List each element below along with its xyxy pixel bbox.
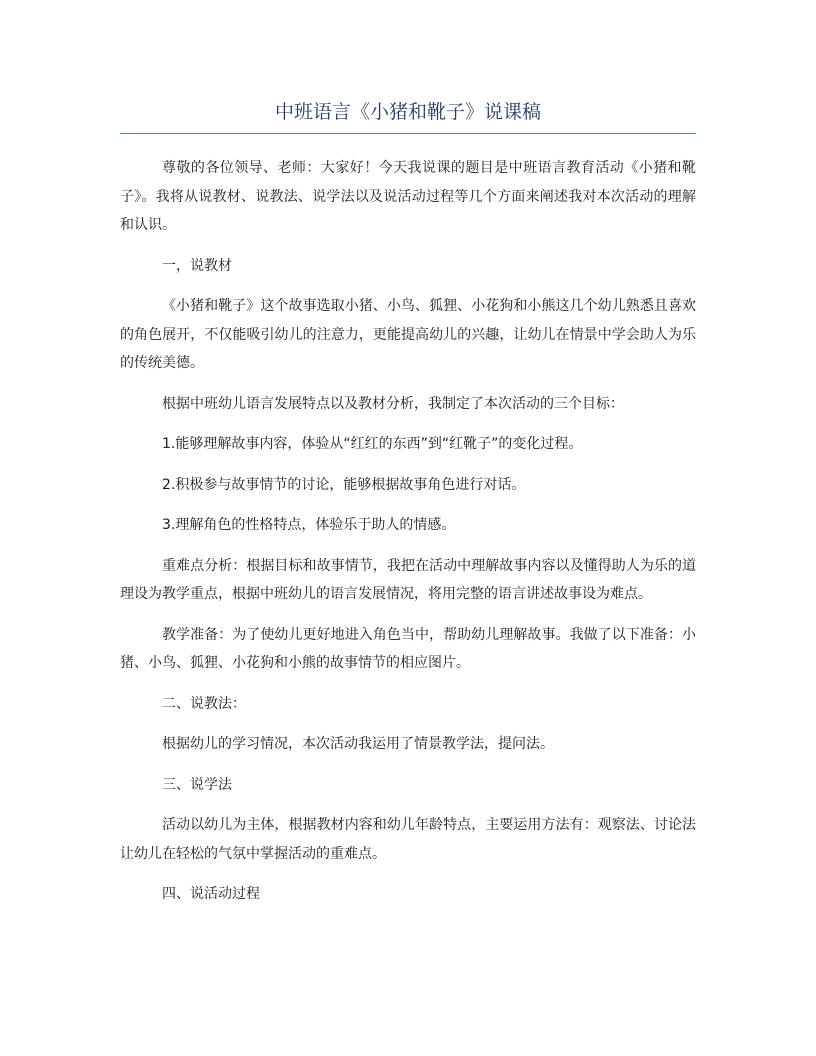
paragraph-preparation: 教学准备：为了使幼儿更好地进入角色当中，帮助幼儿理解故事。我做了以下准备：小猪、小鸟、狐狸、小花狗和小熊的故事情节的相应图片。 <box>120 626 696 671</box>
goal-item-2: 2.积极参与故事情节的讨论，能够根据故事角色进行对话。 <box>162 476 526 493</box>
paragraph-textbook: 《小猪和靴子》这个故事选取小猪、小鸟、狐狸、小花狗和小熊这几个幼儿熟悉且喜欢的角色展开，不仅能吸引幼儿的注意力，更能提高幼儿的兴趣，让幼儿在情景中学会助人为乐的传统美德。 <box>120 298 696 371</box>
paragraph-teaching-method: 根据幼儿的学习情况，本次活动我运用了情景教学法，提问法。 <box>162 736 554 752</box>
goal-item-1: 1.能够理解故事内容，体验从“红红的东西”到“红靴子”的变化过程。 <box>162 436 583 452</box>
paragraph-greeting: 尊敬的各位领导、老师：大家好！今天我说课的题目是中班语言教育活动《小猪和靴子》。我将从说教材、说教法、说学法以及说活动过程等几个方面来阐述我对本次活动的理解和认识。 <box>120 160 696 233</box>
document-title: 中班语言《小猪和靴子》说课稿 <box>274 101 541 123</box>
title-underline <box>120 133 696 134</box>
document-body <box>120 154 696 921</box>
heading-activity-process: 四、说活动过程 <box>162 886 260 902</box>
paragraph-learning-method: 活动以幼儿为主体，根据教材内容和幼儿年龄特点，主要运用方法有：观察法、讨论法让幼儿在轻松的气氛中掌握活动的重难点。 <box>120 817 696 862</box>
goal-item-3: 3.理解角色的性格特点，体验乐于助人的情感。 <box>162 517 456 533</box>
heading-learning-method: 三、说学法 <box>162 776 232 793</box>
paragraph-goals-intro: 根据中班幼儿语言发展特点以及教材分析，我制定了本次活动的三个目标： <box>162 395 624 412</box>
heading-textbook: 一，说教材 <box>162 257 232 274</box>
paragraph-key-points: 重难点分析：根据目标和故事情节，我把在活动中理解故事内容以及懂得助人为乐的道理设为教学重点，根据中班幼儿的语言发展情况，将用完整的语言讲述故事设为难点。 <box>120 557 696 602</box>
heading-teaching-method: 二、说教法： <box>162 695 246 712</box>
